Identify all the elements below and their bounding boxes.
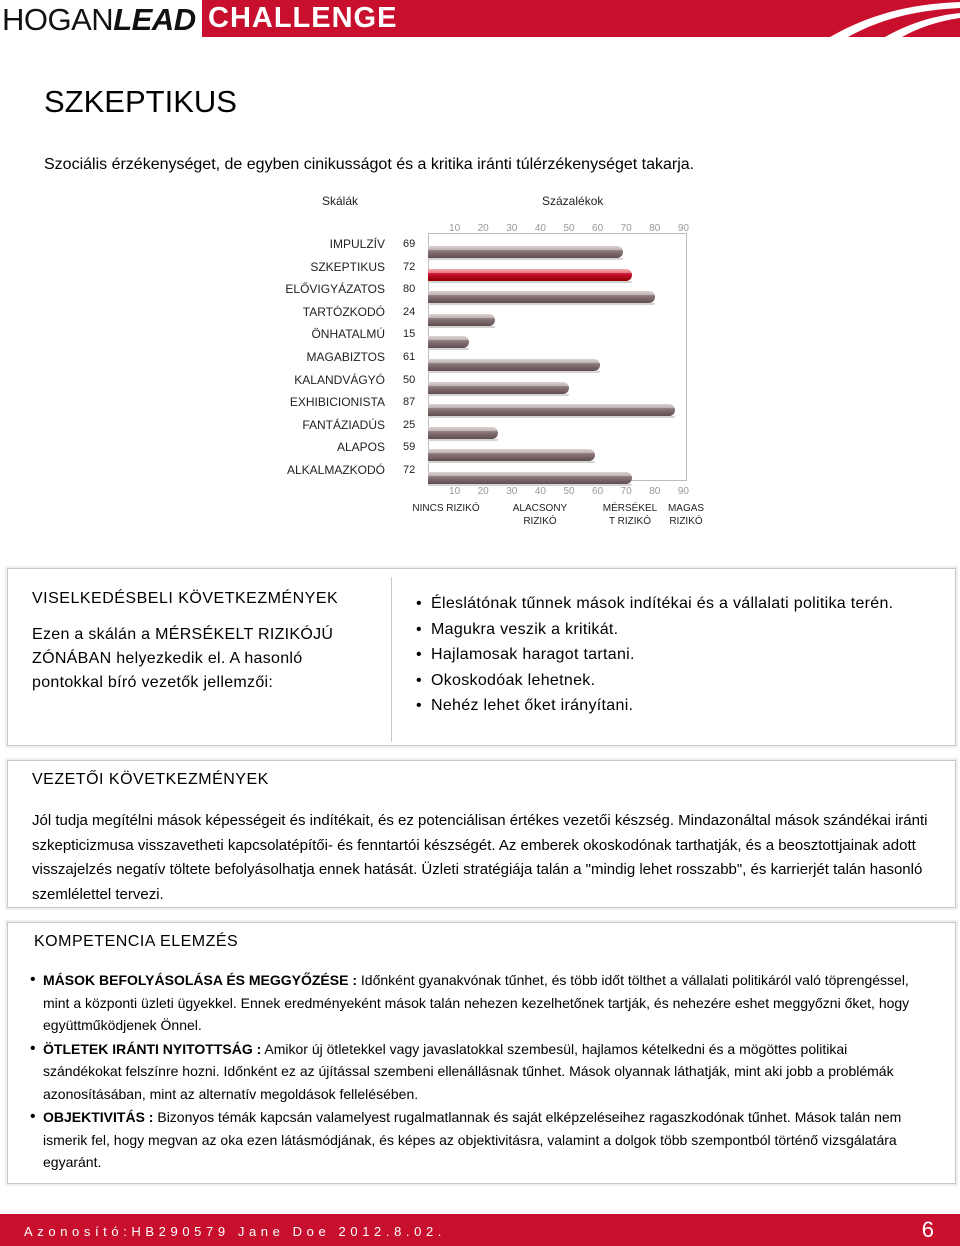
risk-zone-line: MAGAS	[667, 503, 705, 514]
competency-label: OBJEKTIVITÁS :	[43, 1109, 154, 1125]
swoosh-graphic	[790, 0, 960, 37]
x-tick-label: 10	[449, 223, 461, 234]
competency-item	[32, 969, 922, 1037]
scale-label: ALKALMAZKODÓ	[286, 463, 385, 477]
list-item: • Hajlamosak haragot tartani.	[416, 642, 896, 668]
page-number: 6	[921, 1217, 934, 1242]
x-tick-label: 70	[620, 223, 632, 234]
scale-value-label: 72	[403, 260, 416, 273]
x-tick-label: 50	[563, 486, 575, 497]
percentile-chart	[0, 190, 960, 540]
page-title: SZKEPTIKUS	[44, 84, 237, 119]
percentile-bar	[428, 404, 675, 416]
percentile-bar	[428, 382, 569, 394]
percentile-bar	[428, 291, 655, 303]
percentile-bar	[428, 336, 469, 348]
risk-zone-line: T RIZIKÓ	[608, 516, 652, 527]
x-tick-label: 20	[477, 223, 489, 234]
competency-label: MÁSOK BEFOLYÁSOLÁSA ÉS MEGGYŐZÉSE :	[43, 972, 358, 988]
risk-zone-label	[500, 502, 580, 528]
page-subtitle: Szociális érzékenységet, de egyben cinikusságot és a kritika iránti túlérzékenységet takarja.	[44, 156, 695, 173]
scale-value-label: 87	[403, 396, 416, 409]
competency-panel	[7, 922, 956, 1184]
panel-divider	[391, 577, 392, 742]
x-tick-label: 90	[677, 223, 689, 234]
scale-value-label: 59	[403, 441, 416, 454]
scale-value-label: 72	[403, 464, 416, 476]
scale-label: TARTÓZKODÓ	[302, 304, 385, 319]
scale-label: SZKEPTIKUS	[310, 259, 385, 274]
competency-text: Bizonyos témák kapcsán valamelyest rugalmatlannak és saját elképzeléseihez ragaszkodónak tűnhet. Mások talán nem ismerik fel, hogy megvan az oka ezen látásmódjának, és képes az objektivitásra, valamint a dolgok több szempontból történő vizsgálatára egyaránt.	[43, 1109, 902, 1170]
scale-label: ALAPOS	[336, 440, 385, 455]
x-tick-label: 20	[477, 486, 489, 497]
scale-label: EXHIBICIONISTA	[289, 395, 385, 410]
x-tick-label: 40	[534, 223, 546, 234]
percentile-bar	[428, 246, 623, 258]
x-tick-label: 50	[563, 223, 575, 234]
x-tick-label: 30	[506, 223, 518, 234]
competency-list	[32, 969, 922, 1175]
scale-value-label: 80	[403, 283, 416, 296]
list-item: • Magukra veszik a kritikát.	[416, 617, 896, 643]
scale-value-label: 61	[403, 351, 416, 363]
competency-item	[32, 1106, 922, 1174]
risk-zone-line: ALACSONY	[512, 503, 568, 514]
chart-header-percent: Százalékok	[542, 194, 604, 208]
percentile-bar	[428, 314, 495, 326]
percentile-bar	[428, 427, 498, 439]
competency-label: ÖTLETEK IRÁNTI NYITOTTSÁG :	[43, 1040, 262, 1057]
brand-banner	[202, 0, 960, 37]
list-item: • Nehéz lehet őket irányítani.	[416, 693, 896, 719]
risk-zone-line: RIZIKÓ	[669, 516, 703, 527]
x-tick-label: 80	[649, 486, 661, 497]
competency-item	[32, 1038, 922, 1106]
risk-zone-label	[646, 502, 726, 528]
x-tick-label: 70	[620, 486, 632, 497]
scale-label: IMPULZÍV	[329, 237, 385, 251]
risk-zone-line: MÉRSÉKEL	[602, 503, 658, 514]
x-tick-label: 30	[506, 486, 518, 497]
scale-value-label: 69	[403, 238, 416, 250]
scale-label: FANTÁZIADÚS	[302, 417, 385, 432]
brand-logo: HOGANLEAD	[2, 2, 196, 37]
percentile-bar	[428, 269, 632, 281]
percentile-bar	[428, 472, 632, 484]
report-header	[0, 0, 960, 38]
risk-zone-label	[406, 502, 486, 515]
percentile-bar	[428, 359, 600, 371]
scale-label: KALANDVÁGYÓ	[294, 372, 385, 387]
x-tick-label: 10	[449, 486, 461, 497]
x-tick-label: 60	[592, 223, 604, 234]
brand-challenge: CHALLENGE	[208, 2, 398, 34]
scale-label: MAGABIZTOS	[306, 350, 385, 364]
behavioral-heading: VISELKEDÉSBELI KÖVETKEZMÉNYEK	[32, 590, 339, 607]
behavioral-list	[416, 591, 896, 719]
footer-identifier: Azonosító:HB290579 Jane Doe 2012.8.02.	[24, 1224, 446, 1239]
x-tick-label: 40	[534, 486, 546, 497]
risk-zone-line: RIZIKÓ	[523, 516, 557, 527]
scale-value-label: 25	[403, 418, 416, 431]
scale-value-label: 24	[403, 305, 416, 318]
behavioral-intro: Ezen a skálán a MÉRSÉKELT RIZIKÓJÚ ZÓNÁBAN helyezkedik el. A hasonló pontokkal bíró vezetők jellemzői:	[32, 626, 334, 691]
behavioral-consequences-panel	[7, 568, 956, 746]
leadership-heading: VEZETŐI KÖVETKEZMÉNYEK	[32, 771, 269, 788]
scale-label: ÖNHATALMÚ	[311, 327, 385, 342]
percentile-bar	[428, 449, 595, 461]
leadership-text: Jól tudja megítélni mások képességeit és indítékait, és ez potenciálisan értékes vezetői készség. Mindazonáltal mások szándékai iránti szkepticizmusa visszavetheti kapcsolatépítői- és fenntartói készségét. Az emberek okoskodónak tarthatják, és a beosztottjainak adott visszajelzés negatív töltete befolyásolhatja ennek hatását. Üzleti stratégiája talán a "mindig lehet rosszabb", és karrierjét talán hasonló szemlélettel tervezi.	[32, 812, 928, 903]
scale-label: ELŐVIGYÁZATOS	[285, 282, 385, 297]
x-tick-label: 90	[677, 486, 689, 497]
x-tick-label: 80	[649, 223, 661, 234]
report-footer	[0, 1214, 960, 1246]
chart-header-scales: Skálák	[322, 194, 359, 208]
competency-text: Időnként gyanakvónak tűnhet, és több időt tölthet a vállalati politikáról való töprengéssel, mint a központi üzleti ügyekkel. Ennek eredményeként mások talán nehezen kezelhetőnek tartják, és nehezére eshet meggyőzni őket, hogy együttműködjenek Önnel.	[43, 972, 910, 1033]
list-item: • Okoskodóak lehetnek.	[416, 668, 896, 694]
x-tick-label: 60	[592, 486, 604, 497]
leadership-consequences-panel	[7, 760, 956, 908]
competency-text: Amikor új ötletekkel vagy javaslatokkal szembesül, hajlamos kételkedni és a mögöttes politikai szándékokat felszínre hozni. Időnként ez az újítással szembeni ellenállásnak tűnhet. Mások olyannak láthatják, mint aki jobb a problémák azonosításában, mint az alternatív megoldások fellelésében.	[43, 1040, 894, 1102]
risk-zone-line: NINCS RIZIKÓ	[412, 503, 480, 514]
competency-heading: KOMPETENCIA ELEMZÉS	[34, 933, 239, 950]
scale-value-label: 50	[403, 373, 416, 386]
list-item: • Éleslátónak tűnnek mások indítékai és a vállalati politika terén.	[416, 591, 896, 617]
scale-value-label: 15	[403, 328, 416, 341]
